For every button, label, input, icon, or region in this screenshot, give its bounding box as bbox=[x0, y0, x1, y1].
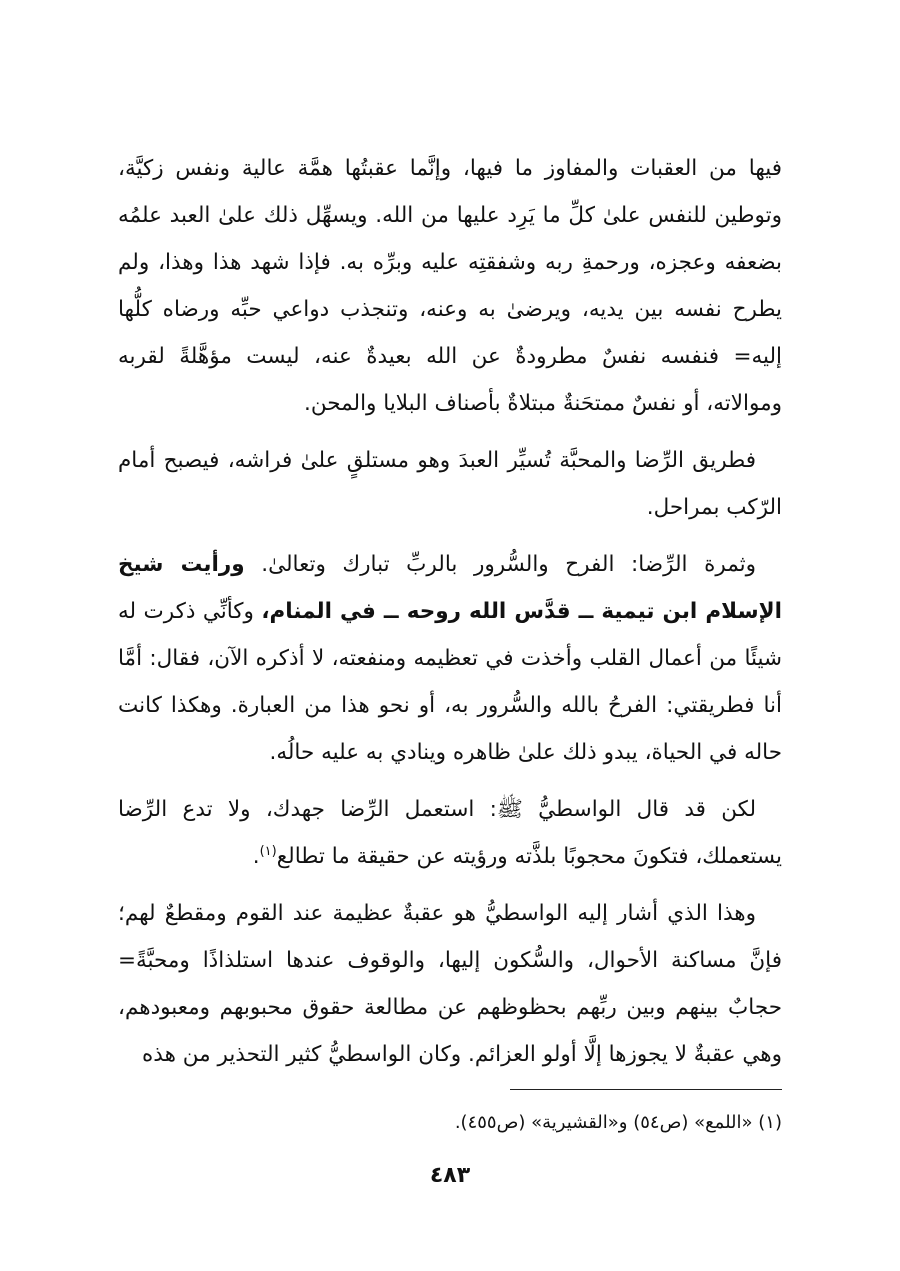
paragraph-4-end: . bbox=[252, 844, 260, 869]
page-body bbox=[118, 145, 782, 1078]
paragraph-1: فيها من العقبات والمفاوز ما فيها، وإنَّما عقبتُها همَّة عالية ونفس زكيَّة، وتوطين للنفس علىٰ كلِّ ما يَرِد عليها من الله. ويسهِّل ذلك علىٰ العبد علمُه بضعفه وعجزه، ورحمةِ ربه وشفقتِه عليه وبرِّه به. فإذا شهد هذا وهذا، ولم يطرح نفسه بين يديه، ويرضىٰ به وعنه، وتنجذب دواعي حبِّه ورضاه كلُّها إليه= فنفسه نفسٌ مطرودةٌ عن الله بعيدةٌ عنه، ليست مؤهَّلةً لقربه وموالاته، أو نفسٌ ممتحَنةٌ مبتلاةٌ بأصناف البلايا والمحن. bbox=[118, 156, 782, 416]
paragraph-5: وهذا الذي أشار إليه الواسطيُّ هو عقبةٌ عظيمة عند القوم ومقطعٌ لهم؛ فإنَّ مساكنة الأحوال، والسُّكون إليها، والوقوف عندها استلذاذًا ومحبَّةً= حجابٌ بينهم وبين ربِّهم بحظوظهم عن مطالعة حقوق محبوبهم ومعبودهم، وهي عقبةٌ لا يجوزها إلَّا أولو العزائم. وكان الواسطيُّ كثير التحذير من هذه bbox=[118, 901, 782, 1067]
page-number: ٤٨٣ bbox=[429, 1163, 471, 1188]
footnote: (١) «اللمع» (ص٥٤) و«القشيرية» (ص٤٥٥). bbox=[454, 1112, 782, 1133]
paragraph-4-text: لكن قد قال الواسطيُّ ﷺ: استعمل الرِّضا جهدك، ولا تدع الرِّضا يستعملك، فتكونَ محجوبًا بلذَّته ورؤيته عن حقيقة ما تطالع bbox=[118, 797, 782, 869]
paragraph-3-rest: وكأنِّي ذكرت له شيئًا من أعمال القلب وأخذت في تعظيمه ومنفعته، لا أذكره الآن، فقال: أمَّا أنا فطريقتي: الفرحُ بالله والسُّرور به، أو نحو هذا من العبارة. وهكذا كانت حاله في الحياة، يبدو ذلك علىٰ ظاهره وينادي به عليه حالُه. bbox=[118, 599, 782, 765]
paragraph-3 bbox=[118, 541, 782, 776]
paragraph-3-bold-phrase: ورأيت شيخ الإسلام ابن تيمية ــ قدَّس الله روحه ــ في المنام، bbox=[118, 552, 782, 624]
paragraph-3-opening: وثمرة الرِّضا: الفرح والسُّرور بالربِّ تبارك وتعالىٰ. bbox=[261, 552, 756, 577]
footnote-reference: (١) bbox=[259, 843, 277, 859]
paragraph-2: فطريق الرِّضا والمحبَّة تُسيِّر العبدَ وهو مستلقٍ علىٰ فراشه، فيصبح أمام الرّكب بمراحل. bbox=[118, 448, 782, 520]
footnote-separator bbox=[510, 1089, 782, 1090]
paragraph-4 bbox=[118, 786, 782, 880]
